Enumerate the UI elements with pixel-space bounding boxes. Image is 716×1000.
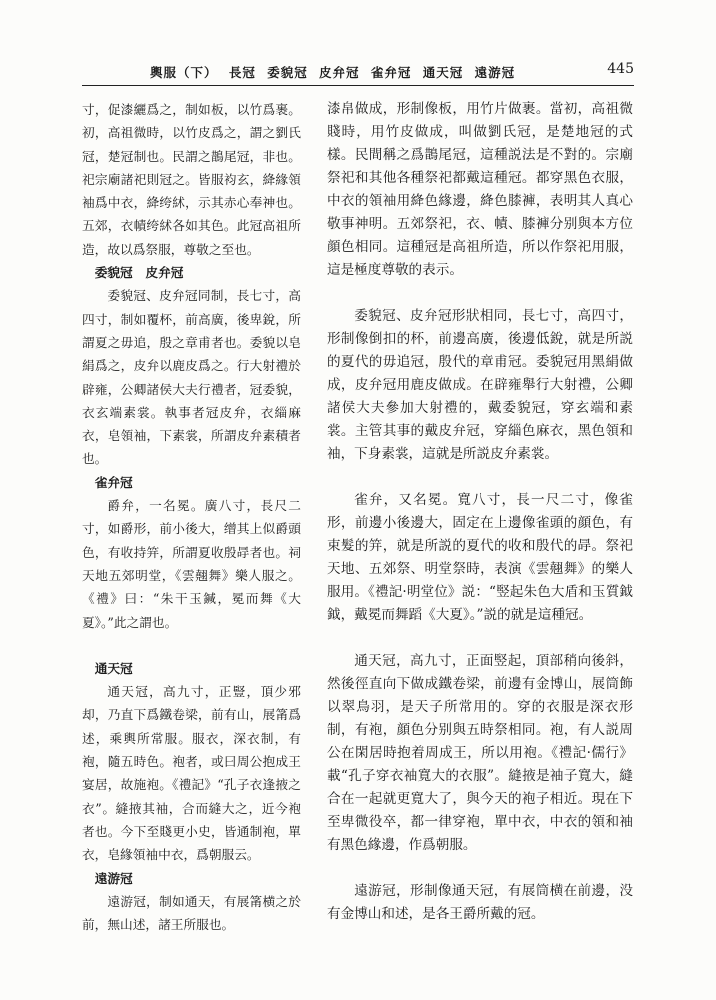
section-heading-quebian: 雀弁冠 bbox=[94, 474, 133, 490]
header-title: 輿服（下） 長冠 委貌冠 皮弁冠 雀弁冠 通天冠 遠游冠 bbox=[150, 65, 516, 80]
original-paragraph-5: 遠游冠，制如通天，有展筩横之於前，無山述，諸王所服也。 bbox=[82, 893, 301, 933]
original-paragraph-2: 委貌冠、皮弁冠同制，長七寸，高四寸，制如覆杯，前高廣，後卑銳，所謂夏之毋追，殷之章甫者也。委貌以皂絹爲之，皮弁以鹿皮爲之。行大射禮於辟雍，公卿諸侯大夫行禮者，冠委貌，衣玄端素裳。執事者冠皮弁，衣緇麻衣，皂領袖，下素裳，所謂皮弁素積者也。 bbox=[82, 288, 301, 467]
original-paragraph-3: 爵弁，一名冕。廣八寸，長尺二寸，如爵形，前小後大，缯其上似爵頭色，有收持笄，所謂夏收殷冔者也。祠天地五郊明堂，《雲翹舞》樂人服之。《禮》曰：“朱干玉鍼，冕而舞《大夏》。”此之謂也。 bbox=[82, 498, 301, 630]
original-text-column bbox=[82, 98, 301, 936]
section-heading-yuanyou: 遠游冠 bbox=[94, 870, 133, 886]
section-spacer bbox=[327, 282, 633, 305]
section-heading-weimao-pibian: 委貌冠 皮弁冠 bbox=[94, 265, 184, 281]
original-paragraph-1: 寸，促漆纚爲之，制如板，以竹爲裹。初，高祖微時，以竹皮爲之，謂之劉氏冠，楚冠制也。民謂之鵲尾冠，非也。祀宗廟諸祀則冠之。皆服袀玄，絳緣領袖爲中衣，絳绔絉，示其赤心奉神也。五郊，衣幘绔絉各如其色。此冠高祖所造，故以爲祭服，尊敬之至也。 bbox=[82, 102, 301, 257]
section-heading-tongtian: 通天冠 bbox=[94, 660, 133, 676]
translation-paragraph-4: 通天冠，高九寸，正面竪起，頂部稍向後斜，然後徑直向下做成鐵卷梁，前邊有金博山，展筒飾以翠鳥羽，是天子所常用的。穿的衣服是深衣形制，有袍，顔色分别與五時祭相同。袍，有人説周公在閑居時抱着周成王，所以用袍。《禮記·儒行》載“孔子穿衣袖寬大的衣服”。縫掖是袖子寬大，縫合在一起就更寬大了，與今天的袍子相近。現在下至卑微役卒，都一律穿袍，單中衣，中衣的領和袖有黑色緣邊，作爲朝服。 bbox=[327, 653, 633, 853]
page-number: 445 bbox=[607, 61, 634, 77]
section-spacer bbox=[327, 857, 633, 880]
translation-paragraph-5: 遠游冠，形制像通天冠，有展筒横在前邊，没有金博山和述，是各王爵所戴的冠。 bbox=[327, 883, 633, 922]
translation-paragraph-1: 漆帛做成，形制像板，用竹片做裹。當初，高祖微賤時，用竹皮做成，叫做劉氏冠，是楚地冠的式樣。民間稱之爲鵲尾冠，這種説法是不對的。宗廟祭祀和其他各種祭祀都戴這種冠。都穿黑色衣服，中衣的領袖用絳色緣邊，絳色膝褲，表明其人真心敬事神明。五郊祭祀，衣、幘、膝褲分别與本方位顔色相同。這種冠是高祖所造，所以作祭祀用服，這是極度尊敬的表示。 bbox=[327, 101, 633, 278]
running-header bbox=[150, 63, 634, 87]
original-paragraph-4: 通天冠，高九寸，正豎，頂少邪却，乃直下爲鐵卷梁，前有山，展筩爲述，乘輿所常服。服衣，深衣制，有袍，隨五時色。袍者，或曰周公抱成王宴居，故施袍。《禮記》“孔子衣逢掖之衣”。縫掖其袖，合而縫大之，近今袍者也。今下至賤更小史，皆通制袍，單衣，皂緣領袖中衣，爲朝服云。 bbox=[82, 684, 301, 863]
translation-paragraph-3: 雀弁，又名冕。寬八寸，長一尺二寸，像雀形，前邊小後邊大，固定在上邊像雀頭的顔色，有束髮的笄，就是所説的夏代的收和殷代的冔。祭祀天地、五郊祭、明堂祭時，表演《雲翹舞》的樂人服用。《禮記·明堂位》説：“竪起朱色大盾和玉質鉞鉞，戴冕而舞蹈《大夏》。”説的就是這種冠。 bbox=[327, 492, 633, 623]
section-spacer bbox=[327, 466, 633, 489]
translation-column bbox=[327, 98, 633, 926]
section-spacer bbox=[82, 634, 301, 657]
section-spacer bbox=[327, 627, 633, 650]
translation-paragraph-2: 委貌冠、皮弁冠形狀相同，長七寸，高四寸，形制像倒扣的杯，前邊高廣，後邊低銳，就是所説的夏代的毋追冠，殷代的章甫冠。委貌冠用黑絹做成，皮弁冠用鹿皮做成。在辟雍舉行大射禮，公卿諸侯大夫參加大射禮的，戴委貌冠，穿玄端和素裳。主管其事的戴皮弁冠，穿緇色麻衣，黑色領和袖，下身素裳，這就是所説皮弁素裳。 bbox=[327, 308, 633, 462]
header-rule bbox=[82, 85, 634, 86]
